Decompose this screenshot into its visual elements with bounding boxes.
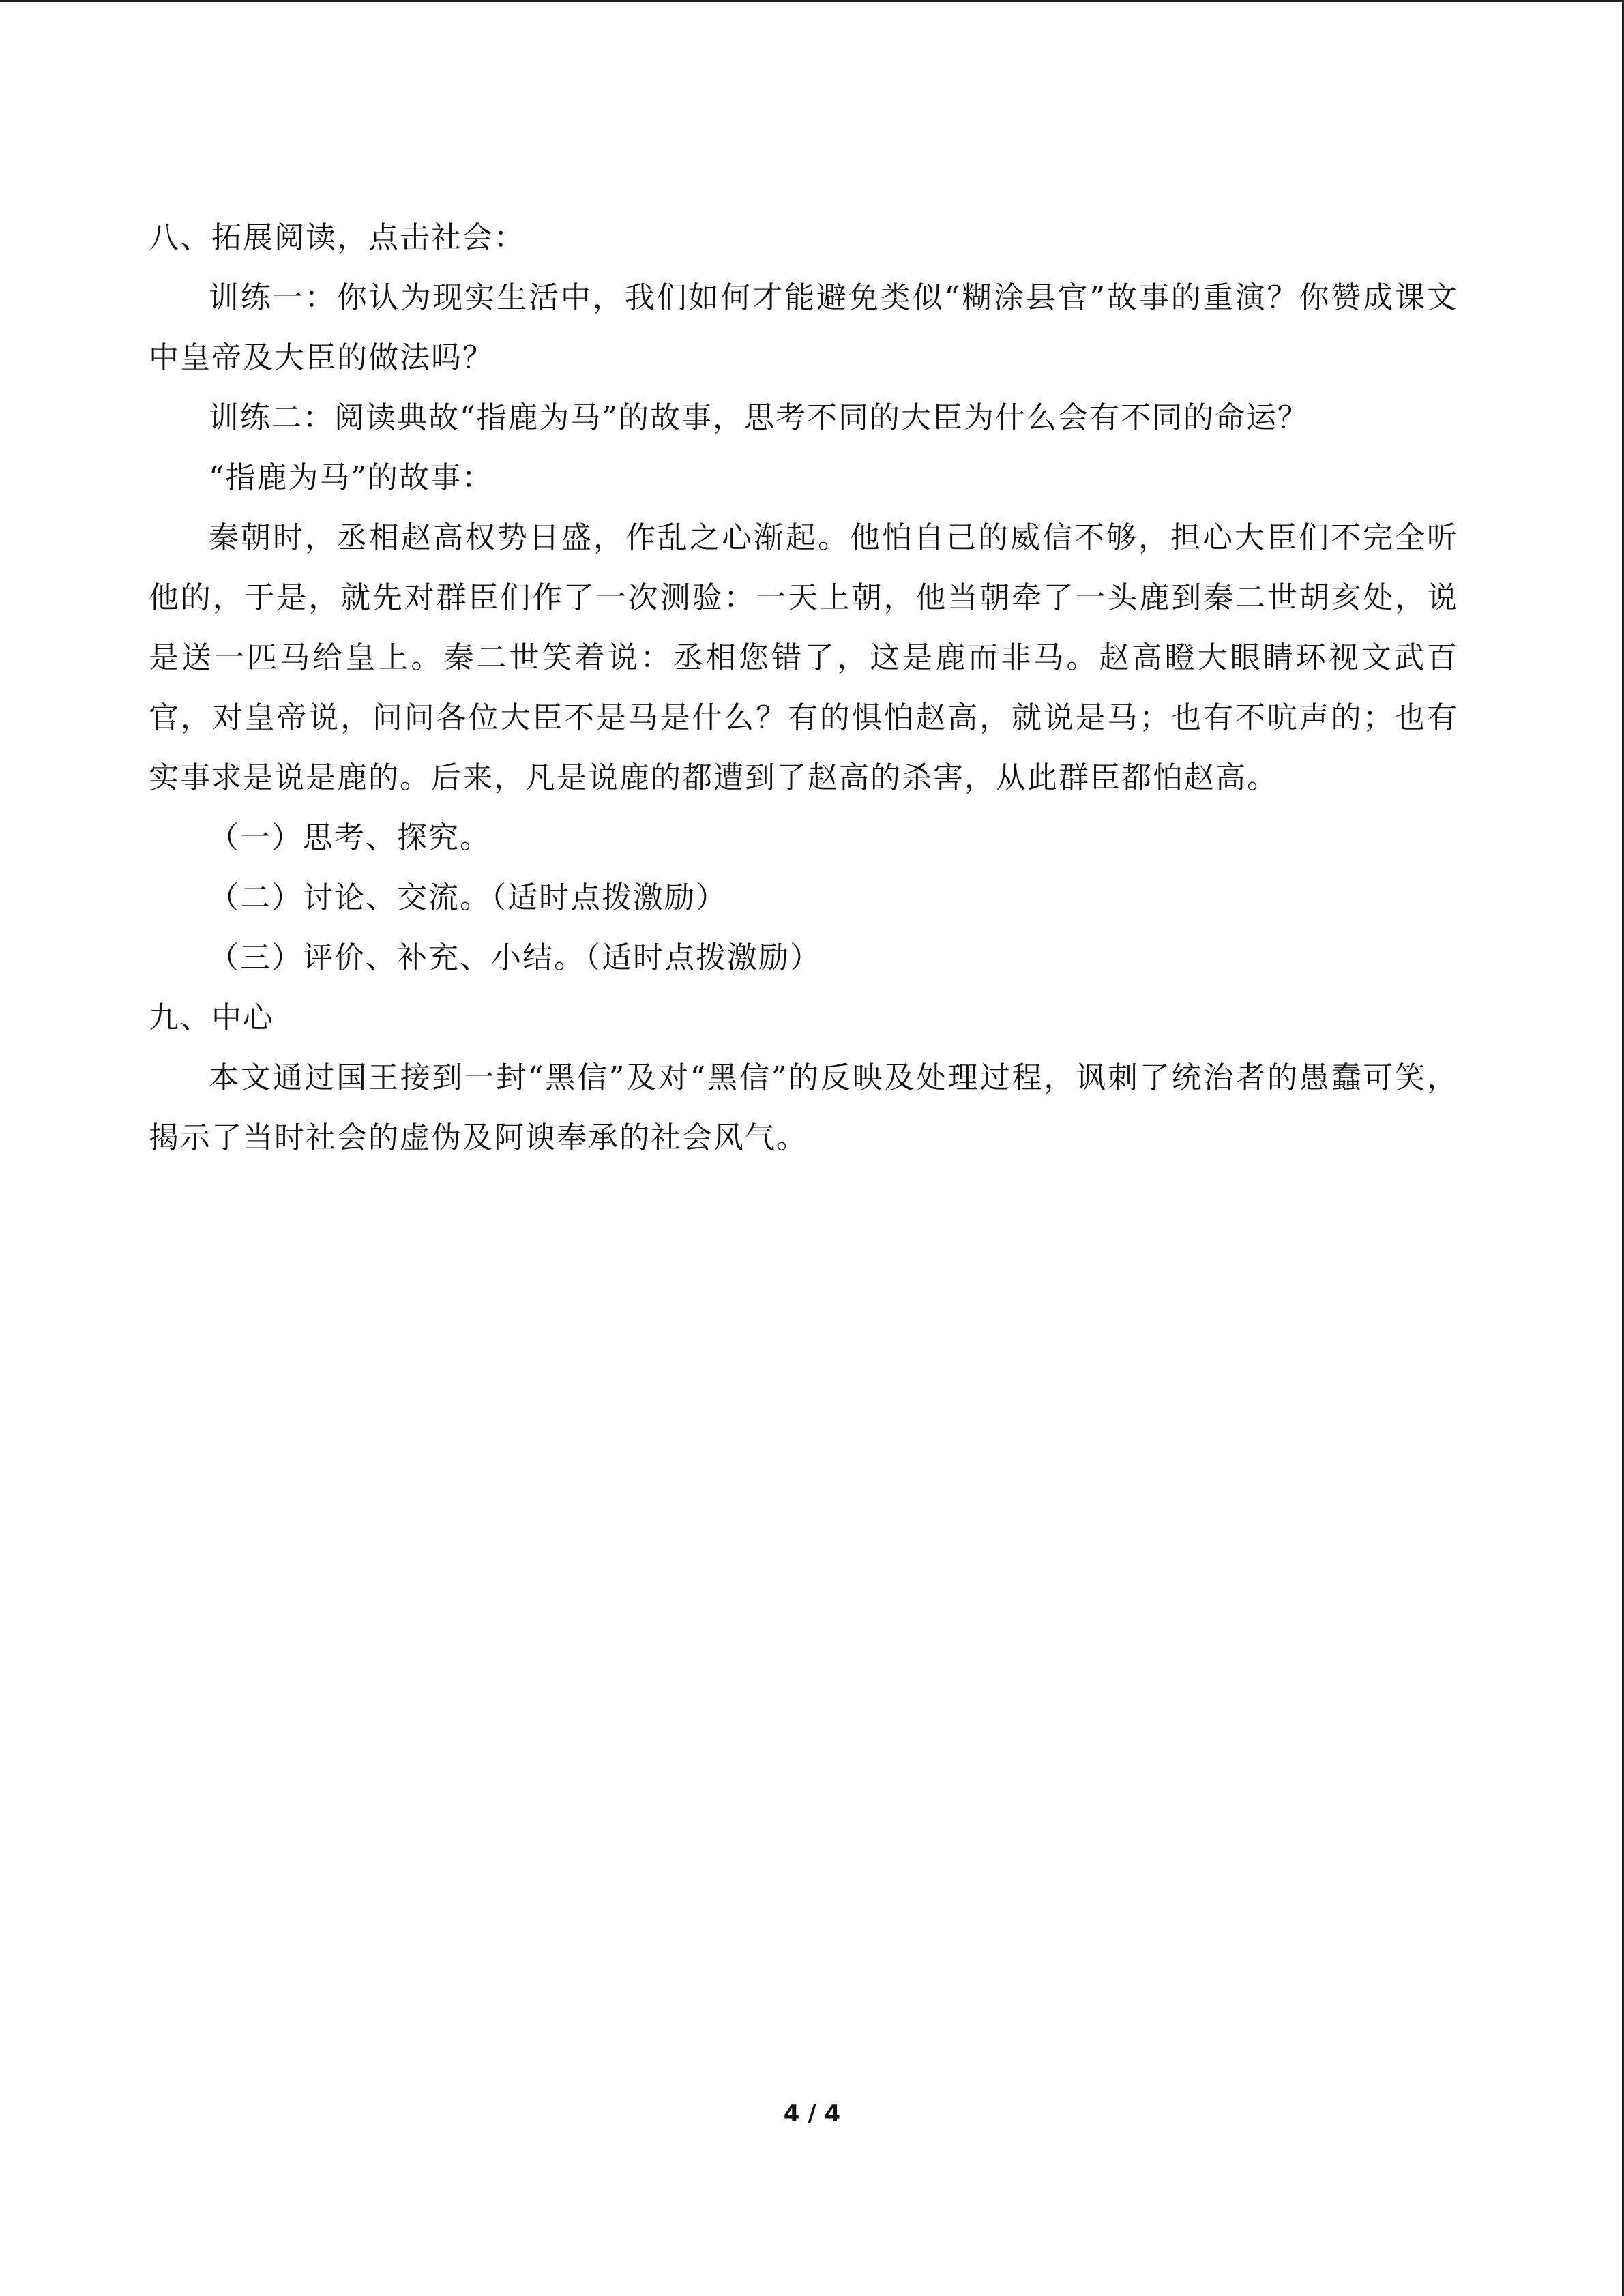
heading-extended-reading: 八、拓展阅读，点击社会： [149,220,525,255]
page-number: 4 / 4 [783,2100,841,2128]
paragraph-central-idea: 本文通过国王接到一封“黑信”及对“黑信”的反映及处理过程，讽刺了统治者的愚蠢可笑，揭示了当时社会的虚伪及阿谀奉承的社会风气。 [149,1060,1458,1155]
page-top-border [0,0,1624,2]
paragraph-exercise-two: 训练二：阅读典故“指鹿为马”的故事，思考不同的大臣为什么会有不同的命运？ [209,400,1309,435]
heading-central-idea: 九、中心 [149,1000,274,1035]
document-body [149,208,1458,1168]
step-evaluate-summarize: （三）评价、补充、小结。（适时点拨激励） [209,940,821,975]
paragraph-story-title: “指鹿为马”的故事： [209,460,493,495]
step-discuss-exchange: （二）讨论、交流。（适时点拨激励） [209,880,727,915]
step-think-explore: （一）思考、探究。 [209,820,491,855]
paragraph-story-body: 秦朝时，丞相赵高权势日盛，作乱之心渐起。他怕自己的威信不够，担心大臣们不完全听他的，于是，就先对群臣们作了一次测验：一天上朝，他当朝牵了一头鹿到秦二世胡亥处，说是送一匹马给皇上。秦二世笑着说：丞相您错了，这是鹿而非马。赵高瞪大眼睛环视文武百官，对皇帝说，问问各位大臣不是马是什么？有的惧怕赵高，就说是马；也有不吭声的；也有实事求是说是鹿的。后来，凡是说鹿的都遭到了赵高的杀害，从此群臣都怕赵高。 [149,520,1458,795]
paragraph-exercise-one: 训练一：你认为现实生活中，我们如何才能避免类似“糊涂县官”故事的重演？你赞成课文中皇帝及大臣的做法吗？ [149,280,1458,375]
